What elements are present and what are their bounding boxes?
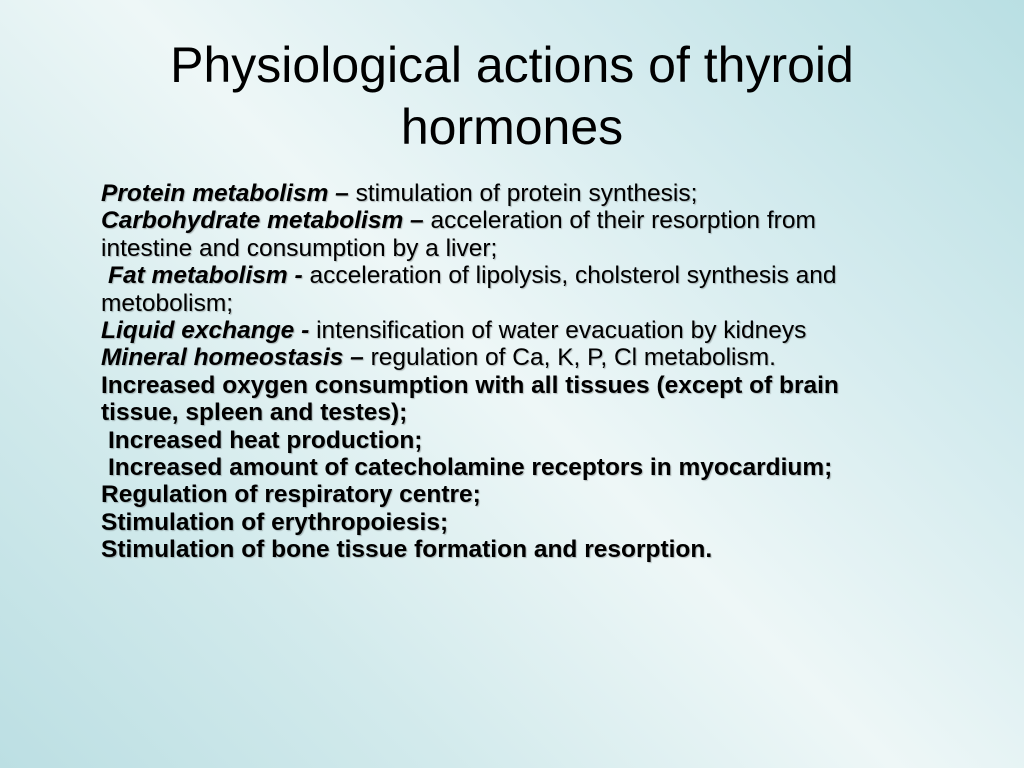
oxygen-consumption-continuation: tissue, spleen and testes); [101, 399, 408, 427]
fat-metabolism-continuation: metobolism; [101, 289, 234, 317]
fat-metabolism-line [101, 262, 981, 289]
protein-metabolism-term: Protein metabolism – [101, 180, 349, 207]
slide-body [101, 180, 981, 564]
slide-title [60, 34, 964, 158]
carbohydrate-metabolism-line [101, 207, 981, 234]
bone-tissue-line: Stimulation of bone tissue formation and resorption. [101, 536, 713, 564]
protein-metabolism-text: stimulation of protein synthesis; [348, 180, 698, 207]
fat-metabolism-term: Fat metabolism - [108, 262, 303, 290]
protein-metabolism-line [101, 180, 981, 207]
carbohydrate-metabolism-text: acceleration of their resorption from [423, 207, 816, 235]
slide-title-line-2: hormones [400, 99, 624, 155]
liquid-exchange-text: intensification of water evacuation by kidneys [309, 317, 807, 345]
carbohydrate-metabolism-continuation: intestine and consumption by a liver; [101, 234, 498, 262]
heat-production-line: Increased heat production; [108, 426, 423, 454]
fat-metabolism-text: acceleration of lipolysis, cholsterol synthesis and [302, 262, 837, 290]
liquid-exchange-line [101, 317, 981, 344]
respiratory-centre-line: Regulation of respiratory centre; [101, 481, 481, 509]
erythropoiesis-line: Stimulation of erythropoiesis; [101, 508, 449, 536]
carbohydrate-metabolism-term: Carbohydrate metabolism – [101, 207, 424, 235]
oxygen-consumption-line: Increased oxygen consumption with all tissues (except of brain [101, 371, 839, 399]
mineral-homeostasis-text: regulation of Ca, K, P, Cl metabolism. [363, 344, 776, 372]
mineral-homeostasis-term: Mineral homeostasis – [101, 344, 364, 372]
liquid-exchange-term: Liquid exchange - [101, 317, 310, 345]
slide-title-line-1: Physiological actions of thyroid [170, 37, 854, 93]
mineral-homeostasis-line [101, 344, 981, 371]
catecholamine-receptors-line: Increased amount of catecholamine receptors in myocardium; [108, 454, 833, 482]
